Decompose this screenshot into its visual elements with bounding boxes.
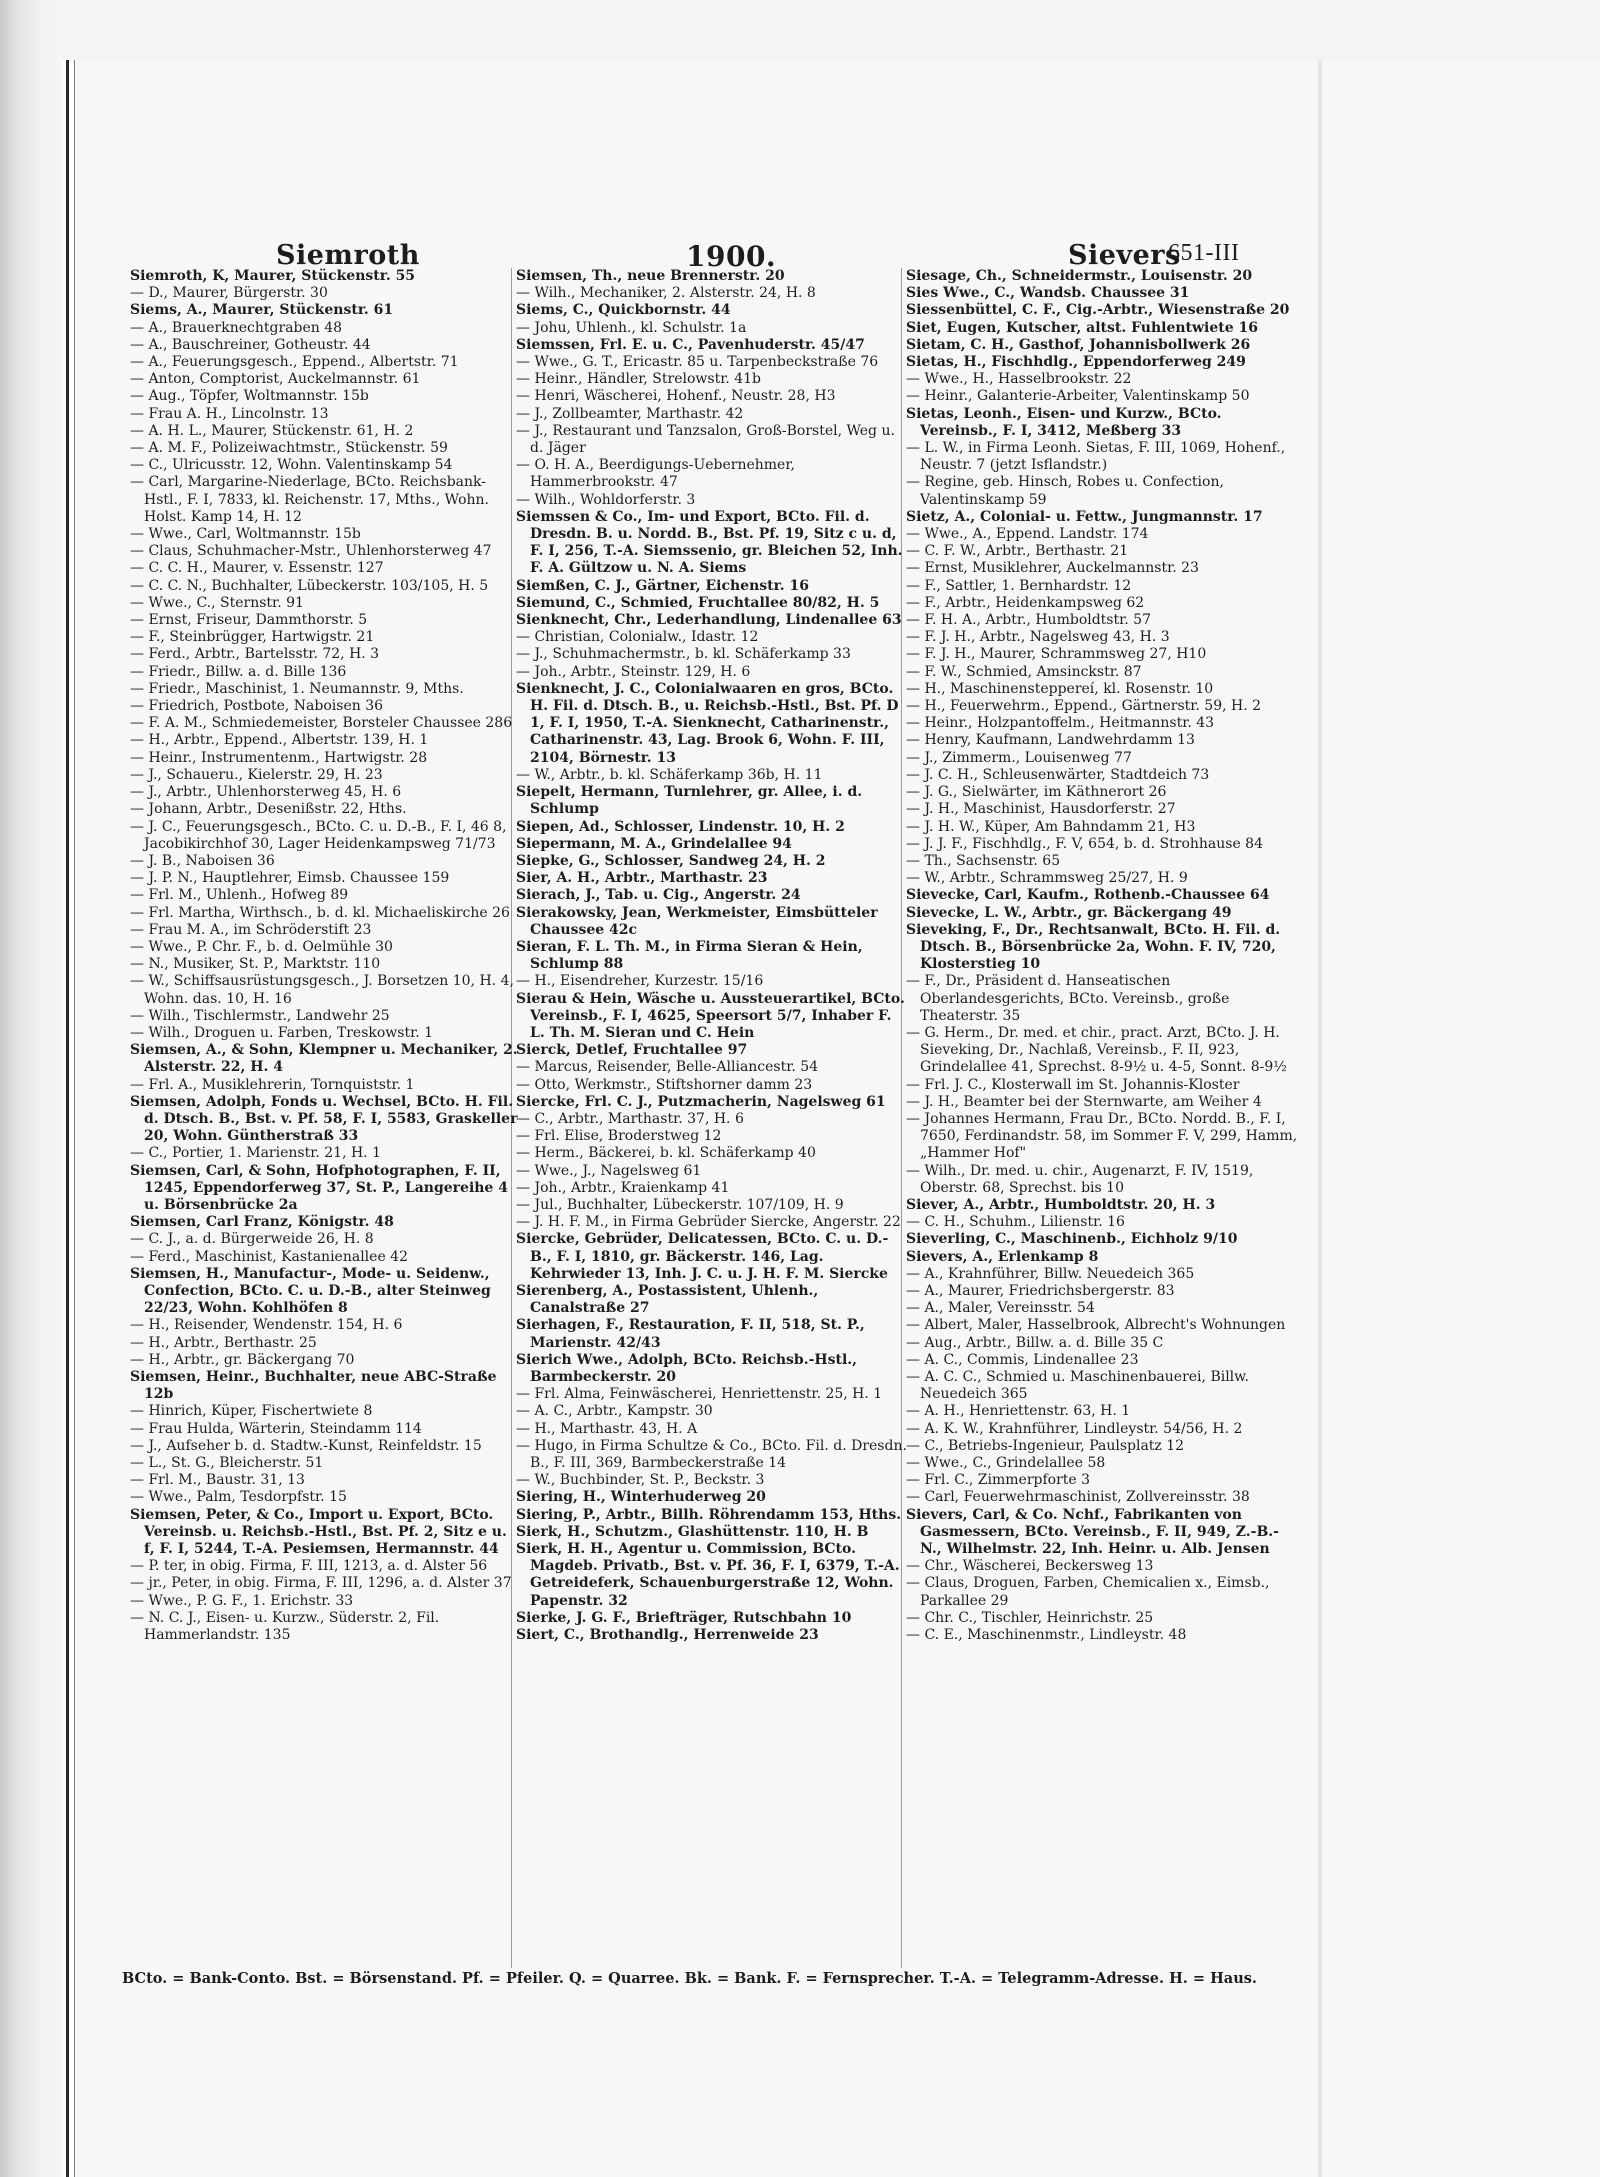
- directory-entry: Sierk, H. H., Agentur u. Commission, BCto. Magdeb. Privatb., Bst. v. Pf. 36, F. I, 6379, T.-A. Getreideferk, Schauenburgerstraße 12, Wohn. Papenstr. 32: [516, 1541, 900, 1609]
- directory-entry: — Johann, Arbtr., Desenißstr. 22, Hths.: [130, 801, 407, 818]
- directory-entry: — A. C., Commis, Lindenallee 23: [906, 1351, 1139, 1368]
- directory-entry: — Wwe., J., Nagelsweg 61: [516, 1162, 702, 1179]
- directory-entry: — J. G., Sielwärter, im Käthnerort 26: [906, 784, 1167, 801]
- directory-entry: Siemsen, Carl, & Sohn, Hofphotographen, F. II, 1245, Eppendorferweg 37, St. P., Langereihe 4 u. Börsenbrücke 2a: [130, 1162, 508, 1213]
- directory-entry: — J., Schaueru., Kielerstr. 29, H. 23: [130, 766, 383, 783]
- page-edge: [1318, 60, 1322, 2177]
- directory-entry: Sievecke, Carl, Kaufm., Rothenb.-Chaussee 64: [906, 887, 1270, 904]
- directory-entry: — F. J. H., Arbtr., Nagelsweg 43, H. 3: [906, 629, 1170, 646]
- directory-entry: — A., Maler, Vereinsstr. 54: [906, 1300, 1095, 1317]
- directory-entry: — J. J. F., Fischhdlg., F. V, 654, b. d. Strohhause 84: [906, 835, 1263, 852]
- page-gutter-line-thin: [74, 60, 75, 2177]
- directory-entry: — Friedr., Billw. a. d. Bille 136: [130, 663, 347, 680]
- directory-entry: Sievers, Carl, & Co. Nchf., Fabrikanten von Gasmessern, BCto. Vereinsb., F. II, 949, Z.-B.-N., Wilhelmstr. 22, Inh. Heinr. u. Alb. Jensen: [906, 1506, 1279, 1558]
- directory-entry: — C. F. W., Arbtr., Berthastr. 21: [906, 543, 1129, 560]
- directory-entry: — Wilh., Wohldorferstr. 3: [516, 491, 696, 508]
- directory-entry: — Frl. A., Musiklehrerin, Tornquiststr. 1: [130, 1076, 415, 1093]
- directory-entry: — J., Zollbeamter, Marthastr. 42: [516, 405, 744, 422]
- directory-entry: — Wilh., Dr. med. u. chir., Augenarzt, F. IV, 1519, Oberstr. 68, Sprechst. bis 10: [906, 1162, 1254, 1196]
- directory-entry: — W., Buchbinder, St. P., Beckstr. 3: [516, 1472, 765, 1489]
- directory-entry: Sierck, Detlef, Fruchtallee 97: [516, 1042, 748, 1059]
- directory-entry: — Aug., Töpfer, Woltmannstr. 15b: [130, 388, 369, 405]
- directory-entry: — Chr. C., Tischler, Heinrichstr. 25: [906, 1609, 1154, 1626]
- directory-entry: — H., Feuerwehrm., Eppend., Gärtnerstr. 59, H. 2: [906, 698, 1262, 715]
- directory-entry: Siemsen, Adolph, Fonds u. Wechsel, BCto. H. Fil. d. Dtsch. B., Bst. v. Pf. 58, F. I, 5583, Graskeller 20, Wohn. Güntherstraß 33: [130, 1093, 518, 1145]
- directory-entry: Siemssen, Frl. E. u. C., Pavenhuderstr. 45/47: [516, 336, 865, 353]
- directory-entry: — Heinr., Galanterie-Arbeiter, Valentinskamp 50: [906, 388, 1250, 405]
- directory-entry: — G. Herm., Dr. med. et chir., pract. Arzt, BCto. J. H. Sieveking, Dr., Nachlaß, Vereinsb., F. II, 923, Grindelallee 41, Sprechst. 8-9½ u. 4-5, Sonnt. 8-9½: [906, 1024, 1287, 1076]
- directory-entry: Siemund, C., Schmied, Fruchtallee 80/82, H. 5: [516, 594, 880, 611]
- directory-entry: — H., Arbtr., Berthastr. 25: [130, 1334, 317, 1351]
- directory-entry: — Frl. M., Baustr. 31, 13: [130, 1472, 305, 1489]
- directory-entry: Sienknecht, J. C., Colonialwaaren en gros, BCto. H. Fil. d. Dtsch. B., u. Reichsb.-Hstl., Bst. Pf. D 1, F. I, 1950, T.-A. Sienknecht, Catharinenstr., Catharinenstr. 43, Lag. Brook 6, Wohn. F. III, 2104, Börnestr. 13: [516, 680, 899, 766]
- directory-entry: — Joh., Arbtr., Kraienkamp 41: [516, 1179, 730, 1196]
- directory-entry: — Chr., Wäscherei, Beckersweg 13: [906, 1558, 1154, 1575]
- directory-entry: — J. P. N., Hauptlehrer, Eimsb. Chaussee 159: [130, 870, 450, 887]
- directory-entry: — Frl. Elise, Broderstweg 12: [516, 1128, 722, 1145]
- directory-entry: — A. K. W., Krahnführer, Lindleystr. 54/56, H. 2: [906, 1420, 1243, 1437]
- directory-entry: — J. H. F. M., in Firma Gebrüder Siercke, Angerstr. 22: [516, 1214, 901, 1231]
- directory-entry: — Heinr., Händler, Strelowstr. 41b: [516, 371, 762, 388]
- directory-entry: — Henri, Wäscherei, Hohenf., Neustr. 28, H3: [516, 388, 836, 405]
- directory-entry: — W., Arbtr., b. kl. Schäferkamp 36b, H. 11: [516, 766, 823, 783]
- directory-entry: Sierk, H., Schutzm., Glashüttenstr. 110, H. B: [516, 1523, 869, 1540]
- directory-entry: Sierhagen, F., Restauration, F. II, 518, St. P., Marienstr. 42/43: [516, 1317, 865, 1351]
- directory-entry: — C., Arbtr., Marthastr. 37, H. 6: [516, 1110, 744, 1127]
- directory-entry: Sietas, Leonh., Eisen- und Kurzw., BCto. Vereinsb., F. I, 3412, Meßberg 33: [906, 405, 1222, 439]
- directory-entry: — F. H. A., Arbtr., Humboldtstr. 57: [906, 612, 1151, 629]
- directory-entry: — Wwe., C., Grindelallee 58: [906, 1455, 1106, 1472]
- directory-entry: — J., Schuhmachermstr., b. kl. Schäferkamp 33: [516, 646, 851, 663]
- directory-entry: — Johu, Uhlenh., kl. Schulstr. 1a: [516, 319, 747, 336]
- directory-entry: Sieverling, C., Maschinenb., Eichholz 9/10: [906, 1231, 1238, 1248]
- directory-entry: — Henry, Kaufmann, Landwehrdamm 13: [906, 732, 1195, 749]
- directory-entry: Sietas, H., Fischhdlg., Eppendorferweg 249: [906, 354, 1246, 371]
- abbreviation-legend: BCto. = Bank-Conto. Bst. = Börsenstand. Pf. = Pfeiler. Q. = Quarree. Bk. = Bank. F. = Fernsprecher. T.-A. = Telegramm-Adresse. H. = Haus.: [122, 1970, 1257, 1987]
- directory-entry: — Claus, Schuhmacher-Mstr., Uhlenhorsterweg 47: [130, 543, 492, 560]
- directory-entry: Sierke, J. G. F., Briefträger, Rutschbahn 10: [516, 1609, 852, 1626]
- directory-entry: Siemssen & Co., Im- und Export, BCto. Fil. d. Dresdn. B. u. Nordd. B., Bst. Pf. 19, Sitz c u. d, F. I, 256, T.-A. Siemssenio, gr. Bleichen 52, Inh. F. A. Gültzow u. N. A. Siems: [516, 508, 903, 577]
- directory-entry: — Ernst, Friseur, Dammthorstr. 5: [130, 612, 368, 629]
- directory-entry: — C. J., a. d. Bürgerweide 26, H. 8: [130, 1231, 374, 1248]
- directory-entry: Siessenbüttel, C. F., Cig.-Arbtr., Wiesenstraße 20: [906, 302, 1290, 319]
- directory-entry: — J., Aufseher b. d. Stadtw.-Kunst, Reinfeldstr. 15: [130, 1437, 482, 1454]
- directory-entry: — Wilh., Mechaniker, 2. Alsterstr. 24, H. 8: [516, 285, 816, 302]
- directory-entry: — Joh., Arbtr., Steinstr. 129, H. 6: [516, 663, 751, 680]
- directory-entry: — J. C., Feuerungsgesch., BCto. C. u. D.-B., F. I, 46 8, Jacobikirchhof 30, Lager Heidenkampsweg 71/73: [130, 818, 507, 852]
- directory-entry: Sienknecht, Chr., Lederhandlung, Lindenallee 63: [516, 612, 902, 629]
- directory-entry: — N., Musiker, St. P., Marktstr. 110: [130, 956, 381, 973]
- scan-background: [0, 0, 1600, 60]
- directory-entry: — Carl, Margarine-Niederlage, BCto. Reichsbank-Hstl., F. I, 7833, kl. Reichenstr. 17, Mths., Wohn. Holst. Kamp 14, H. 12: [130, 474, 490, 525]
- directory-entry: — Wilh., Tischlermstr., Landwehr 25: [130, 1007, 390, 1024]
- directory-entry: — Carl, Feuerwehrmaschinist, Zollvereinsstr. 38: [906, 1489, 1250, 1506]
- directory-entry: Siepen, Ad., Schlosser, Lindenstr. 10, H. 2: [516, 818, 845, 835]
- directory-entry: — O. H. A., Beerdigungs-Uebernehmer, Hammerbrookstr. 47: [516, 457, 795, 491]
- page-number: 651-III: [1168, 240, 1240, 266]
- directory-entry: — J. C. H., Schleusenwärter, Stadtdeich 73: [906, 766, 1210, 783]
- directory-entry: — A., Bauschreiner, Gotheustr. 44: [130, 336, 371, 353]
- directory-entry: — jr., Peter, in obig. Firma, F. III, 1296, a. d. Alster 37: [130, 1575, 512, 1592]
- directory-entry: Sievecke, L. W., Arbtr., gr. Bäckergang 49: [906, 904, 1232, 921]
- directory-entry: — C., Portier, 1. Marienstr. 21, H. 1: [130, 1145, 381, 1162]
- directory-entry: — A., Brauerknechtgraben 48: [130, 319, 343, 336]
- directory-entry: Siesage, Ch., Schneidermstr., Louisenstr. 20: [906, 268, 1253, 284]
- directory-entry: Siemsen, Th., neue Brennerstr. 20: [516, 268, 785, 284]
- running-head-year: 1900.: [686, 240, 777, 273]
- directory-entry: — Wilh., Droguen u. Farben, Treskowstr. 1: [130, 1024, 434, 1041]
- directory-entry: — H., Arbtr., Eppend., Albertstr. 139, H. 1: [130, 732, 429, 749]
- directory-entry: Siemsen, Heinr., Buchhalter, neue ABC-Straße 12b: [130, 1369, 497, 1403]
- directory-entry: — A., Feuerungsgesch., Eppend., Albertstr. 71: [130, 354, 459, 371]
- entry-column-2: [516, 268, 908, 1644]
- directory-entry: — F. A. M., Schmiedemeister, Borsteler Chaussee 286: [130, 715, 513, 732]
- directory-entry: Siemsen, H., Manufactur-, Mode- u. Seidenw., Confection, BCto. C. u. D.-B., alter Steinweg 22/23, Wohn. Kohlhöfen 8: [130, 1265, 491, 1317]
- directory-entry: — Heinr., Holzpantoffelm., Heitmannstr. 43: [906, 715, 1215, 732]
- directory-entry: Siever, A., Arbtr., Humboldtstr. 20, H. 3: [906, 1196, 1216, 1213]
- directory-entry: — A. C., Arbtr., Kampstr. 30: [516, 1403, 713, 1420]
- directory-entry: — C. C. N., Buchhalter, Lübeckerstr. 103/105, H. 5: [130, 577, 489, 594]
- directory-entry: — A. H., Henriettenstr. 63, H. 1: [906, 1403, 1131, 1420]
- directory-entry: Siert, C., Brothandlg., Herrenweide 23: [516, 1627, 819, 1644]
- directory-entry: — Wwe., G. T., Ericastr. 85 u. Tarpenbeckstraße 76: [516, 354, 879, 371]
- directory-entry: Siepke, G., Schlosser, Sandweg 24, H. 2: [516, 852, 826, 869]
- running-head-right: Sievers: [1068, 240, 1181, 271]
- directory-entry: — Wwe., P. Chr. F., b. d. Oelmühle 30: [130, 938, 393, 955]
- directory-entry: — Frl. J. C., Klosterwall im St. Johannis-Kloster: [906, 1076, 1240, 1093]
- directory-entry: Sierach, J., Tab. u. Cig., Angerstr. 24: [516, 887, 801, 904]
- directory-entry: Siemßen, C. J., Gärtner, Eichenstr. 16: [516, 577, 809, 594]
- directory-entry: — A. H. L., Maurer, Stückenstr. 61, H. 2: [130, 422, 414, 439]
- directory-entry: — F. W., Schmied, Amsinckstr. 87: [906, 663, 1142, 680]
- directory-entry: — Friedrich, Postbote, Naboisen 36: [130, 698, 384, 715]
- directory-entry: — A., Maurer, Friedrichsbergerstr. 83: [906, 1282, 1175, 1299]
- directory-entry: Sietz, A., Colonial- u. Fettw., Jungmannstr. 17: [906, 508, 1263, 525]
- directory-entry: — C. E., Maschinenmstr., Lindleystr. 48: [906, 1627, 1187, 1644]
- directory-entry: — Wwe., C., Sternstr. 91: [130, 594, 304, 611]
- page-gutter-line: [66, 60, 69, 2177]
- directory-entry: — J. H., Beamter bei der Sternwarte, am Weiher 4: [906, 1093, 1262, 1110]
- directory-entry: — Marcus, Reisender, Belle-Alliancestr. 54: [516, 1059, 819, 1076]
- directory-entry: — H., Reisender, Wendenstr. 154, H. 6: [130, 1317, 403, 1334]
- directory-entry: — Frl. Martha, Wirthsch., b. d. kl. Michaeliskirche 26: [130, 904, 510, 921]
- directory-entry: — Aug., Arbtr., Billw. a. d. Bille 35 C: [906, 1334, 1164, 1351]
- directory-entry: — F., Dr., Präsident d. Hanseatischen Oberlandesgerichts, BCto. Vereinsb., große Theaterstr. 35: [906, 973, 1230, 1024]
- directory-entry: — Wwe., P. G. F., 1. Erichstr. 33: [130, 1592, 354, 1609]
- directory-entry: Sietam, C. H., Gasthof, Johannisbollwerk 26: [906, 336, 1251, 353]
- entry-column-3: [906, 268, 1298, 1644]
- directory-entry: Siepelt, Hermann, Turnlehrer, gr. Allee, i. d. Schlump: [516, 784, 863, 818]
- directory-entry: — C. C. H., Maurer, v. Essenstr. 127: [130, 560, 384, 577]
- directory-entry: Siemsen, A., & Sohn, Klempner u. Mechaniker, 2. Alsterstr. 22, H. 4: [130, 1042, 518, 1076]
- directory-entry: — P. ter, in obig. Firma, F. III, 1213, a. d. Alster 56: [130, 1558, 488, 1575]
- directory-entry: — D., Maurer, Bürgerstr. 30: [130, 285, 328, 302]
- directory-entry: — Frl. Alma, Feinwäscherei, Henriettenstr. 25, H. 1: [516, 1386, 883, 1403]
- directory-entry: — A. C. C., Schmied u. Maschinenbauerei, Billw. Neuedeich 365: [906, 1369, 1249, 1403]
- directory-entry: — Otto, Werkmstr., Stiftshorner damm 23: [516, 1076, 813, 1093]
- directory-entry: — Ferd., Arbtr., Bartelsstr. 72, H. 3: [130, 646, 380, 663]
- directory-entry: — L., St. G., Bleicherstr. 51: [130, 1455, 324, 1472]
- directory-entry: — L. W., in Firma Leonh. Sietas, F. III, 1069, Hohenf., Neustr. 7 (jetzt Isflandstr.): [906, 440, 1286, 474]
- directory-entry: Sieveking, F., Dr., Rechtsanwalt, BCto. H. Fil. d. Dtsch. B., Börsenbrücke 2a, Wohn. F. IV, 720, Klosterstieg 10: [906, 921, 1281, 973]
- directory-entry: Siems, A., Maurer, Stückenstr. 61: [130, 302, 394, 319]
- directory-entry: — H., Eisendreher, Kurzestr. 15/16: [516, 973, 764, 990]
- directory-entry: — Frl. C., Zimmerpforte 3: [906, 1472, 1091, 1489]
- running-head-left: Siemroth: [276, 240, 420, 271]
- directory-entry: Sierau & Hein, Wäsche u. Aussteuerartikel, BCto. Vereinsb., F. I, 4625, Speersort 5/7, Inhaber F. L. Th. M. Sieran und C. Hein: [516, 990, 905, 1041]
- directory-entry: — Regine, geb. Hinsch, Robes u. Confection, Valentinskamp 59: [906, 474, 1224, 508]
- directory-entry: Siemsen, Carl Franz, Königstr. 48: [130, 1214, 394, 1231]
- directory-entry: — W., Arbtr., Schrammsweg 25/27, H. 9: [906, 870, 1188, 887]
- directory-entry: Siercke, Frl. C. J., Putzmacherin, Nagelsweg 61: [516, 1093, 886, 1110]
- directory-entry: — J., Arbtr., Uhlenhorsterweg 45, H. 6: [130, 784, 402, 801]
- directory-entry: — Friedr., Maschinist, 1. Neumannstr. 9, Mths.: [130, 680, 464, 697]
- directory-entry: Siemsen, Peter, & Co., Import u. Export, BCto. Vereinsb. u. Reichsb.-Hstl., Bst. Pf. 2, Sitz e u. f, F. I, 5244, T.-A. Pesiemsen, Hermannstr. 44: [130, 1506, 507, 1558]
- directory-entry: — Wwe., A., Eppend. Landstr. 174: [906, 526, 1149, 543]
- directory-entry: — J., Zimmerm., Louisenweg 77: [906, 749, 1132, 766]
- directory-entry: Siercke, Gebrüder, Delicatessen, BCto. C. u. D.-B., F. I, 1810, gr. Bäckerstr. 146, Lag. Kehrwieder 13, Inh. J. C. u. J. H. F. M. Siercke: [516, 1231, 889, 1282]
- directory-entry: Sierich Wwe., Adolph, BCto. Reichsb.-Hstl., Barmbeckerstr. 20: [516, 1351, 858, 1385]
- directory-entry: — H., Marthastr. 43, H. A: [516, 1420, 698, 1437]
- directory-entry: — Christian, Colonialw., Idastr. 12: [516, 629, 759, 646]
- directory-entry: — J. H. W., Küper, Am Bahndamm 21, H3: [906, 818, 1196, 835]
- directory-entry: — Hinrich, Küper, Fischertwiete 8: [130, 1403, 373, 1420]
- directory-entry: — Wwe., Carl, Woltmannstr. 15b: [130, 526, 361, 543]
- directory-entry: — A. M. F., Polizeiwachtmstr., Stückenstr. 59: [130, 440, 448, 457]
- directory-entry: — Albert, Maler, Hasselbrook, Albrecht's Wohnungen: [906, 1317, 1286, 1334]
- directory-entry: — C., Ulricusstr. 12, Wohn. Valentinskamp 54: [130, 457, 453, 474]
- directory-entry: — Wwe., H., Hasselbrookstr. 22: [906, 371, 1132, 388]
- directory-entry: — F. J. H., Maurer, Schrammsweg 27, H10: [906, 646, 1207, 663]
- directory-entry: — Frau Hulda, Wärterin, Steindamm 114: [130, 1420, 422, 1437]
- directory-entry: — J., Restaurant und Tanzsalon, Groß-Borstel, Weg u. d. Jäger: [516, 422, 895, 457]
- directory-entry: — Jul., Buchhalter, Lübeckerstr. 107/109, H. 9: [516, 1196, 844, 1213]
- directory-entry: — J. B., Naboisen 36: [130, 852, 275, 869]
- directory-entry: — Wwe., Palm, Tesdorpfstr. 15: [130, 1489, 347, 1506]
- directory-entry: — H., Arbtr., gr. Bäckergang 70: [130, 1351, 355, 1368]
- directory-entry: — Frau M. A., im Schröderstift 23: [130, 921, 372, 938]
- directory-entry: — N. C. J., Eisen- u. Kurzw., Süderstr. 2, Fil. Hammerlandstr. 135: [130, 1609, 440, 1644]
- directory-entry: — Anton, Comptorist, Auckelmannstr. 61: [130, 371, 421, 388]
- directory-entry: Sierenberg, A., Postassistent, Uhlenh., Canalstraße 27: [516, 1282, 819, 1317]
- directory-entry: Sies Wwe., C., Wandsb. Chaussee 31: [906, 285, 1190, 302]
- directory-entry: Sier, A. H., Arbtr., Marthastr. 23: [516, 870, 768, 887]
- directory-entry: Siering, H., Winterhuderweg 20: [516, 1489, 766, 1506]
- directory-entry: — Claus, Droguen, Farben, Chemicalien x., Eimsb., Parkallee 29: [906, 1575, 1270, 1609]
- directory-entry: Sierakowsky, Jean, Werkmeister, Eimsbütteler Chaussee 42c: [516, 904, 878, 938]
- directory-entry: — Ferd., Maschinist, Kastanienallee 42: [130, 1248, 408, 1265]
- directory-entry: Siet, Eugen, Kutscher, altst. Fuhlentwiete 16: [906, 319, 1259, 336]
- directory-entry: — F., Steinbrügger, Hartwigstr. 21: [130, 629, 375, 646]
- directory-entry: — W., Schiffsausrüstungsgesch., J. Borsetzen 10, H. 4, Wohn. das. 10, H. 16: [130, 973, 514, 1007]
- directory-entry: — Frl. M., Uhlenh., Hofweg 89: [130, 887, 349, 904]
- directory-entry: — Herm., Bäckerei, b. kl. Schäferkamp 40: [516, 1145, 816, 1162]
- directory-entry: Siering, P., Arbtr., Billh. Röhrendamm 153, Hths.: [516, 1506, 902, 1523]
- entry-column-1: [130, 268, 518, 1644]
- book-spine-shadow: [0, 0, 62, 2177]
- directory-entry: — Ernst, Musiklehrer, Auckelmannstr. 23: [906, 560, 1199, 577]
- directory-entry: — Hugo, in Firma Schultze & Co., BCto. Fil. d. Dresdn. B., F. III, 369, Barmbeckerstraße 14: [516, 1437, 907, 1472]
- directory-entry: — Frau A. H., Lincolnstr. 13: [130, 405, 329, 422]
- directory-entry: — C. H., Schuhm., Lilienstr. 16: [906, 1214, 1125, 1231]
- directory-entry: — H., Maschinensteppereí, kl. Rosenstr. 10: [906, 680, 1214, 697]
- directory-entry: — J. H., Maschinist, Hausdorferstr. 27: [906, 801, 1176, 818]
- directory-entry: — F., Arbtr., Heidenkampsweg 62: [906, 594, 1145, 611]
- directory-entry: — Heinr., Instrumentenm., Hartwigstr. 28: [130, 749, 428, 766]
- directory-entry: Sievers, A., Erlenkamp 8: [906, 1248, 1099, 1265]
- directory-entry: — Th., Sachsenstr. 65: [906, 852, 1061, 869]
- directory-entry: Siemroth, K, Maurer, Stückenstr. 55: [130, 268, 416, 284]
- directory-entry: — C., Betriebs-Ingenieur, Paulsplatz 12: [906, 1437, 1185, 1454]
- directory-entry: Sieran, F. L. Th. M., in Firma Sieran & Hein, Schlump 88: [516, 938, 863, 973]
- directory-entry: — A., Krahnführer, Billw. Neuedeich 365: [906, 1265, 1195, 1282]
- directory-entry: — Johannes Hermann, Frau Dr., BCto. Nordd. B., F. I, 7650, Ferdinandstr. 58, im Sommer F. V, 299, Hamm, „Hammer Hof": [906, 1110, 1298, 1162]
- directory-entry: — F., Sattler, 1. Bernhardstr. 12: [906, 577, 1132, 594]
- directory-entry: Siepermann, M. A., Grindelallee 94: [516, 835, 792, 852]
- directory-entry: Siems, C., Quickbornstr. 44: [516, 302, 731, 319]
